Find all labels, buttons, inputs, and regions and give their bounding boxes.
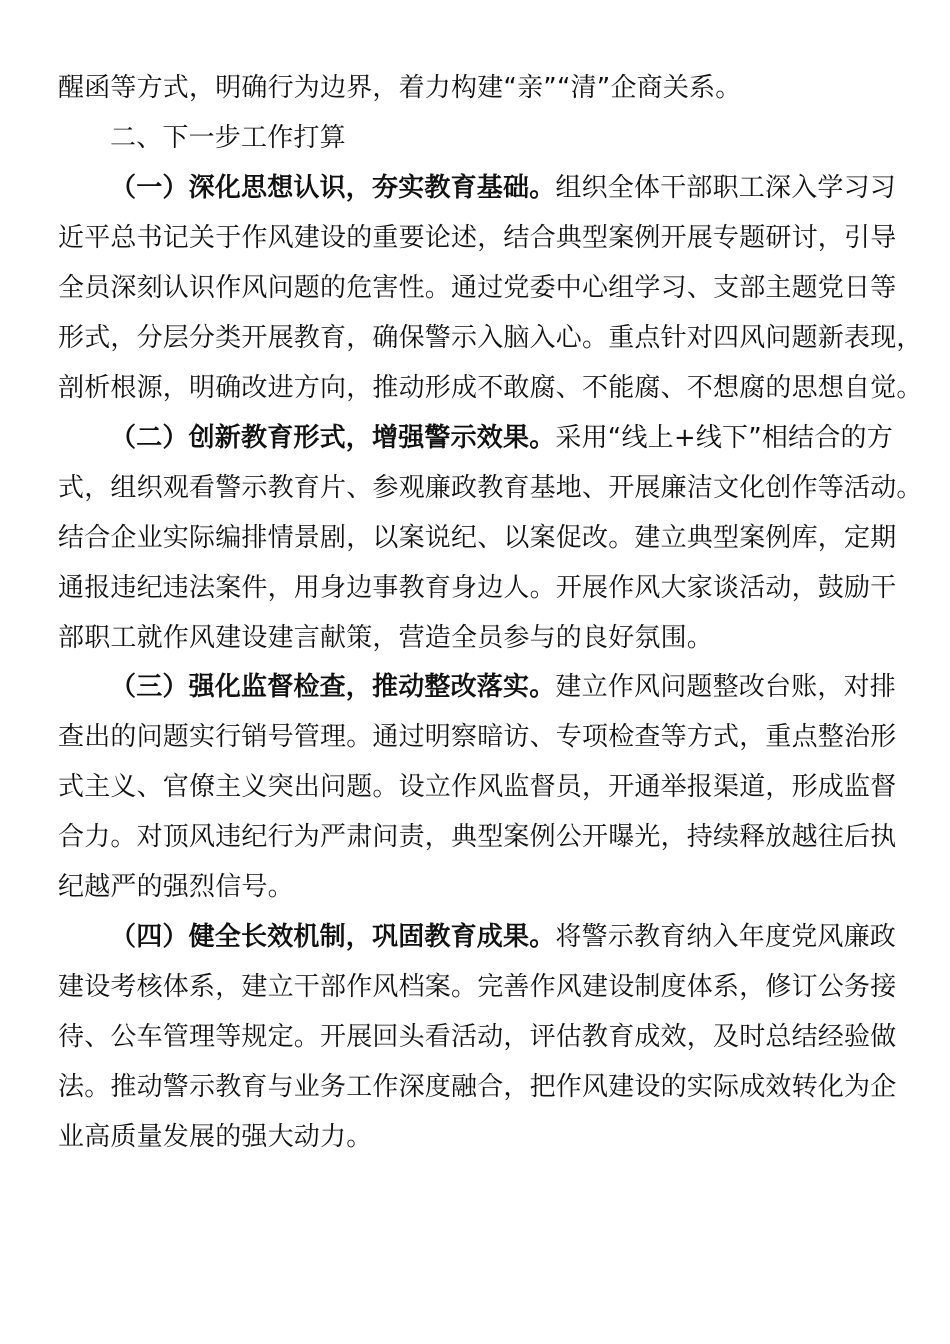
paragraph-1-first-line <box>110 168 896 208</box>
line-text: 剖析根源，明确改进方向，推动形成不敢腐、不能腐、不想腐的思想自觉。 <box>58 373 923 403</box>
text-line <box>58 268 896 308</box>
text-line <box>58 1067 896 1107</box>
line-text: 建设考核体系，建立干部作风档案。完善作风建设制度体系，修订公务接 <box>58 972 897 1002</box>
text-line <box>58 568 896 608</box>
text-line <box>58 867 294 907</box>
line-text: 建立作风问题整改台账，对排 <box>555 672 897 702</box>
paragraph-2-first-line <box>110 418 893 458</box>
text-line <box>58 218 896 258</box>
line-text: 形式，分层分类开展教育，确保警示入脑入心。重点针对四风问题新表现， <box>58 323 923 353</box>
line-text: 待、公车管理等规定。开展回头看活动，评估教育成效，及时总结经验做 <box>58 1022 897 1052</box>
paragraph-heading: （一）深化思想认识，夯实教育基础。 <box>110 173 556 203</box>
text-line <box>58 817 896 857</box>
paragraph-heading: （四）健全长效机制，巩固教育成果。 <box>110 922 556 952</box>
line-text: 将警示教育纳入年度党风廉政 <box>555 922 897 952</box>
section-heading <box>110 118 346 158</box>
line-text: 式主义、官僚主义突出问题。设立作风监督员，开通举报渠道，形成监督 <box>58 772 897 802</box>
line-text: 合力。对顶风违纪行为严肃问责，典型案例公开曝光，持续释放越往后执 <box>58 822 897 852</box>
line-text: 结合企业实际编排情景剧，以案说纪、以案促改。建立典型案例库，定期 <box>58 523 897 553</box>
line-text: 纪越严的强烈信号。 <box>58 872 294 902</box>
text-line <box>58 1017 896 1057</box>
paragraph-heading: （二）创新教育形式，增强警示效果。 <box>110 423 556 453</box>
line-text: 查出的问题实行销号管理。通过明察暗访、专项检查等方式，重点整治形 <box>58 722 897 752</box>
line-text: 近平总书记关于作风建设的重要论述，结合典型案例开展专题研讨，引导 <box>58 223 897 253</box>
line-text: 二、下一步工作打算 <box>110 123 346 153</box>
line-text: 式，组织观看警示教育片、参观廉政教育基地、开展廉洁文化创作等活动。 <box>58 473 923 503</box>
paragraph-4-first-line <box>110 917 896 957</box>
line-text: 部职工就作风建设建言献策，营造全员参与的良好氛围。 <box>58 623 714 653</box>
paragraph-heading: （三）强化监督检查，推动整改落实。 <box>110 672 556 702</box>
line-text: 业高质量发展的强大动力。 <box>58 1122 373 1152</box>
text-line <box>58 967 896 1007</box>
line-text: 采用“线上+线下”相结合的方 <box>555 423 893 453</box>
text-line <box>58 318 923 358</box>
line-text: 组织全体干部职工深入学习习 <box>555 173 897 203</box>
text-line <box>58 68 741 108</box>
text-line <box>58 767 896 807</box>
line-text: 醒函等方式，明确行为边界，着力构建“亲”“清”企商关系。 <box>58 73 742 103</box>
text-line <box>58 468 923 508</box>
line-text: 法。推动警示教育与业务工作深度融合，把作风建设的实际成效转化为企 <box>58 1072 897 1102</box>
paragraph-3-first-line <box>110 667 896 707</box>
text-line <box>58 518 896 558</box>
text-line <box>58 618 713 658</box>
text-line <box>58 368 923 408</box>
line-text: 全员深刻认识作风问题的危害性。通过党委中心组学习、支部主题党日等 <box>58 273 897 303</box>
text-line <box>58 717 896 757</box>
text-line <box>58 1117 372 1157</box>
line-text: 通报违纪违法案件，用身边事教育身边人。开展作风大家谈活动，鼓励干 <box>58 573 897 603</box>
